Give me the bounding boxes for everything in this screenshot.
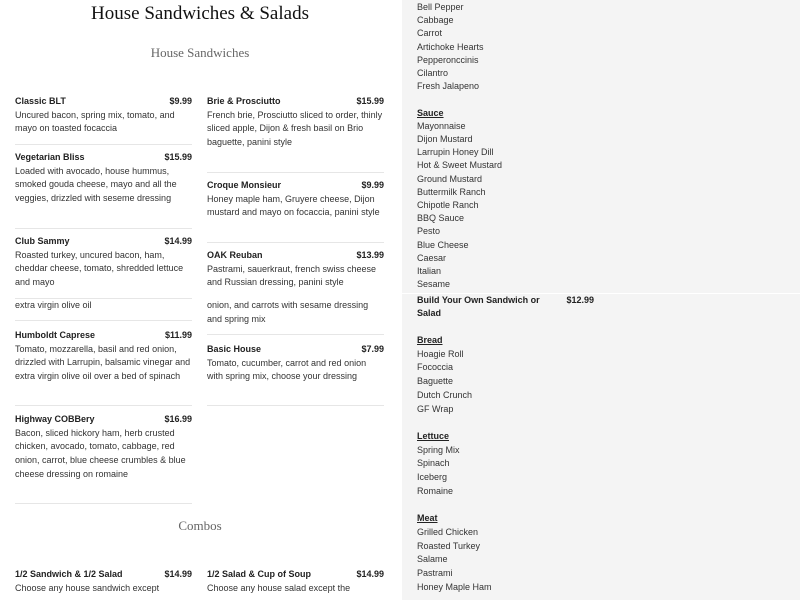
option-item: Caesar (417, 252, 447, 263)
item-description: Choose any house sandwich except (15, 582, 160, 593)
menu-item (15, 568, 192, 595)
option-item: Blue Cheese (417, 239, 469, 250)
option-item: Cabbage (417, 15, 454, 26)
item-name: Croque Monsieur (207, 180, 282, 190)
menu-item (15, 235, 192, 290)
divider (15, 405, 192, 406)
menu-item (207, 568, 384, 595)
option-item: Fresh Jalapeno (417, 81, 480, 92)
section-heading-sandwiches: House Sandwiches (150, 45, 250, 60)
option-item: Buttermilk Ranch (417, 186, 486, 197)
options-list-bottom (417, 334, 492, 594)
byo-name: Build Your Own Sandwich or (417, 295, 540, 305)
item-name: Brie & Prosciutto (207, 96, 281, 106)
lettuce-heading: Lettuce (417, 430, 450, 441)
menu-item (207, 95, 384, 150)
bread-heading: Bread (417, 335, 443, 345)
meat-heading: Meat (417, 513, 438, 524)
option-item: Hoagie Roll (417, 348, 464, 359)
option-item: Dutch Crunch (417, 389, 473, 400)
menu-item (15, 151, 192, 206)
option-item: Grilled Chicken (417, 526, 479, 537)
build-your-own-panel (402, 0, 800, 600)
item-name: Club Sammy (15, 236, 70, 246)
item-description: Roasted turkey, uncured bacon, ham, cheddar cheese, tomato, shredded lettuce and mayo (15, 249, 184, 288)
section-heading-combos: Combos (178, 518, 222, 533)
divider (207, 172, 384, 173)
divider (15, 320, 192, 321)
byo-price: $12.99 (566, 295, 594, 305)
sauce-list (417, 120, 502, 292)
item-description: Tomato, cucumber, carrot and red onion with spring mix, choose your dressing (207, 357, 367, 382)
option-item: Baguette (417, 376, 454, 387)
option-item: Larrupin Honey Dill (417, 147, 494, 158)
options-list-top (417, 1, 502, 291)
option-item: Pepperonccinis (417, 54, 479, 65)
menu-item (207, 249, 384, 299)
byo-name-2: Salad (417, 308, 442, 318)
text-fragment: onion, and carrots with sesame dressing and spring mix (207, 300, 369, 324)
item-name: 1/2 Salad & Cup of Soup (207, 569, 312, 579)
item-price: $9.99 (361, 180, 384, 190)
option-item: Italian (417, 266, 442, 277)
divider (15, 228, 192, 229)
option-item: Dijon Mustard (417, 134, 473, 145)
divider (15, 144, 192, 145)
option-item: Mayonnaise (417, 120, 466, 131)
option-item: Pesto (417, 226, 441, 237)
item-price: $13.99 (356, 250, 384, 260)
item-price: $14.99 (164, 569, 192, 579)
option-item: Artichoke Hearts (417, 41, 484, 52)
item-description: Loaded with avocado, house hummus, smoked gouda cheese, mayo and all the veggies, drizzled with seseme dressing (15, 165, 177, 204)
option-item: Cilantro (417, 68, 449, 79)
option-item: Chipotle Ranch (417, 200, 479, 211)
option-item: Hot & Sweet Mustard (417, 160, 503, 171)
menu-item (207, 179, 384, 220)
item-name: OAK Reuban (207, 250, 263, 260)
page-title: House Sandwiches & Salads (91, 3, 309, 24)
item-price: $15.99 (164, 152, 192, 162)
option-item: Bell Pepper (417, 2, 464, 12)
item-description: French brie, Prosciutto sliced to order, thinly sliced apple, Dijon & fresh basil on Brio baguette, panini style (207, 109, 383, 148)
option-item: GF Wrap (417, 403, 454, 414)
menu-item (15, 329, 192, 384)
text-fragment: extra virgin olive oil (15, 300, 92, 310)
option-item: Fococcia (417, 362, 454, 373)
item-name: Humboldt Caprese (15, 330, 96, 340)
option-item: Iceberg (417, 472, 448, 483)
option-item: Ground Mustard (417, 173, 483, 184)
option-item: Roasted Turkey (417, 540, 481, 551)
item-name: Vegetarian Bliss (15, 152, 85, 162)
menu-item (15, 95, 192, 136)
option-item: Carrot (417, 28, 443, 39)
item-price: $16.99 (164, 414, 192, 424)
item-description: Bacon, sliced hickory ham, herb crusted chicken, avocado, tomato, cabbage, red onion, carrot, blue cheese crumbles & blue cheese dressing on romaine (15, 427, 186, 479)
option-item: BBQ Sauce (417, 213, 465, 224)
item-name: Basic House (207, 344, 262, 354)
item-name: Classic BLT (15, 96, 66, 106)
menu-item (15, 413, 192, 482)
item-name: 1/2 Sandwich & 1/2 Salad (15, 569, 123, 579)
divider (15, 503, 192, 504)
divider (207, 242, 384, 243)
option-item: Sesame (417, 279, 451, 290)
option-item: Salame (417, 554, 448, 565)
option-item: Pastrami (417, 567, 453, 578)
item-price: $7.99 (361, 344, 384, 354)
divider (207, 334, 384, 335)
item-price: $15.99 (356, 96, 384, 106)
item-description: Uncured bacon, spring mix, tomato, and mayo on toasted focaccia (15, 109, 175, 134)
item-description: Choose any house salad except the (207, 582, 351, 593)
byo-header (417, 294, 594, 308)
option-item: Honey Maple Ham (417, 581, 492, 592)
sauce-heading: Sauce (417, 107, 444, 118)
item-price: $11.99 (164, 330, 192, 340)
item-description: Tomato, mozzarella, basil and red onion, drizzled with Larrupin, balsamic vinegar and extra virgin olive oil over a bed of spinach (15, 343, 191, 382)
divider (207, 405, 384, 406)
item-description: Pastrami, sauerkraut, french swiss cheese and Russian dressing, panini style (207, 263, 377, 288)
item-price: $14.99 (164, 236, 192, 246)
item-price: $14.99 (356, 569, 384, 579)
menu-item (207, 343, 384, 384)
item-name: Highway COBBery (15, 414, 95, 424)
item-description: Honey maple ham, Gruyere cheese, Dijon mustard and mayo on focaccia, panini style (207, 193, 380, 218)
option-item: Romaine (417, 485, 454, 496)
option-item: Spring Mix (417, 444, 460, 455)
veggie-list (417, 1, 502, 93)
item-price: $9.99 (169, 96, 192, 106)
option-item: Spinach (417, 458, 450, 469)
